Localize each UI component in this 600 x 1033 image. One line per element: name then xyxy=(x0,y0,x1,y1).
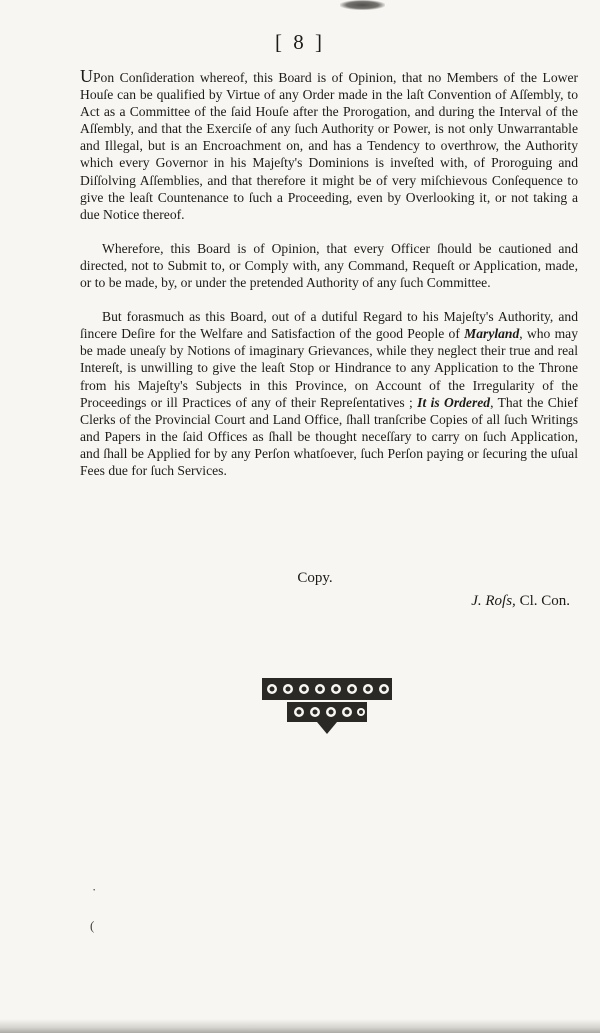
stray-ink-mark: ( xyxy=(90,918,95,933)
signature-name: J. Roſs, xyxy=(471,593,516,609)
page-number: [ 8 ] xyxy=(275,30,325,54)
paragraph-wherefore: Wherefore, this Board is of Opinion, that every Officer ſhould be cautioned and directed, not to Submit to, or Comply with, any Command, Requeſt or Application, made, or to be made, by, or under the pretended Authority of any ſuch Committee. xyxy=(80,240,578,291)
printer-ornament-icon xyxy=(262,678,392,738)
maryland-emphasis: Maryland xyxy=(464,326,520,342)
signature xyxy=(471,593,570,610)
copy-label: Copy. xyxy=(297,570,333,586)
page-bottom-edge xyxy=(0,1019,600,1033)
paragraph-consideration: UPon Conſideration whereof, this Board is of Opinion, that no Members of the Lower Houſe can be qualified by Virtue of any Order made in the laſt Convention of Aſſembly, to Act as a Committee of the ſaid Houſe after the Prorogation, and during the Interval of the Aſſembly, and that the Exerciſe of any ſuch Authority or Power, is not only Unwarrantable and Illegal, but is an Encroachment on, and has a Tendency to overthrow, the Authority which every Governor in his Majeſty's Dominions is inveſted with, of Proroguing and Diſſolving Aſſemblies, and that therefore it might be of very miſchievous Conſequence to give the leaſt Countenance to ſuch a Proceeding, even by Overlooking it, or not taking a due Notice thereof. xyxy=(80,66,578,222)
it-is-ordered-emphasis: It is Ordered xyxy=(417,394,491,410)
order-text-part-1: But forasmuch as this Board, out of a dutiful Regard to his Majeſty's Authority, and ſincere Deſire for the Welfare and Satisfaction of the good People of xyxy=(80,309,578,342)
order-text-part-2: , who may be made uneaſy by Notions of imaginary Grievances, while they neglect their true and real Intereſt, is unwilling to give the leaſt Stop or Hindrance to any Application to the Throne from his Majeſty's Subjects in this Province, on Account of the Irregularity of the Proceedings or ill Practices of any of their Repreſentatives ; xyxy=(80,326,579,410)
document-body xyxy=(80,68,578,496)
stray-ink-mark: · xyxy=(92,882,97,897)
page-edge-shadow xyxy=(340,0,385,10)
signature-title: Cl. Con. xyxy=(515,593,570,609)
paragraph-order xyxy=(80,308,578,479)
order-text-part-3: , That the Chief Clerks of the Provincial Court and Land Office, ſhall tranſcribe Copies of all ſuch Writings and Papers in the ſaid Offices as ſhall be thought neceſſary to carry on ſuch Application, and ſhall be Applied for by any Perſon whatſoever, ſuch Perſon paying or ſecuring the uſual Fees due for ſuch Services. xyxy=(80,394,578,478)
